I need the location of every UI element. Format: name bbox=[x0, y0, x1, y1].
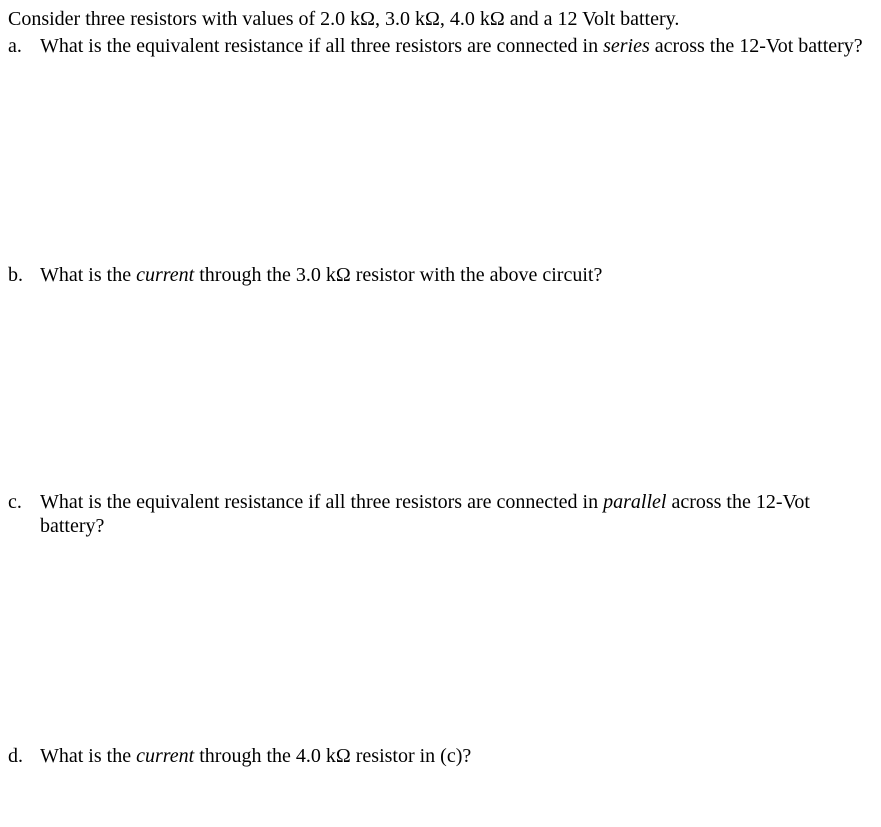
question-a-text: What is the equivalent resistance if all three resistors are connected in series across the 12-Vot battery? bbox=[40, 35, 863, 57]
question-b bbox=[8, 263, 868, 287]
question-b-label: b. bbox=[8, 264, 23, 286]
question-a bbox=[8, 34, 868, 58]
emphasis-current: current bbox=[136, 264, 195, 286]
question-b-text: What is the current through the 3.0 kΩ resistor with the above circuit? bbox=[40, 264, 603, 286]
question-c bbox=[8, 490, 868, 538]
question-d-label: d. bbox=[8, 745, 23, 767]
emphasis-parallel: parallel bbox=[603, 491, 667, 513]
question-c-label: c. bbox=[8, 491, 22, 513]
question-a-label: a. bbox=[8, 35, 22, 57]
question-d bbox=[8, 744, 868, 768]
question-c-text: What is the equivalent resistance if all three resistors are connected in parallel across the 12-Vot battery? bbox=[40, 491, 810, 537]
question-d-text: What is the current through the 4.0 kΩ resistor in (c)? bbox=[40, 745, 472, 767]
emphasis-series: series bbox=[603, 35, 650, 57]
problem-intro: Consider three resistors with values of 2.0 kΩ, 3.0 kΩ, 4.0 kΩ and a 12 Volt battery. bbox=[8, 8, 680, 30]
emphasis-current: current bbox=[136, 745, 195, 767]
